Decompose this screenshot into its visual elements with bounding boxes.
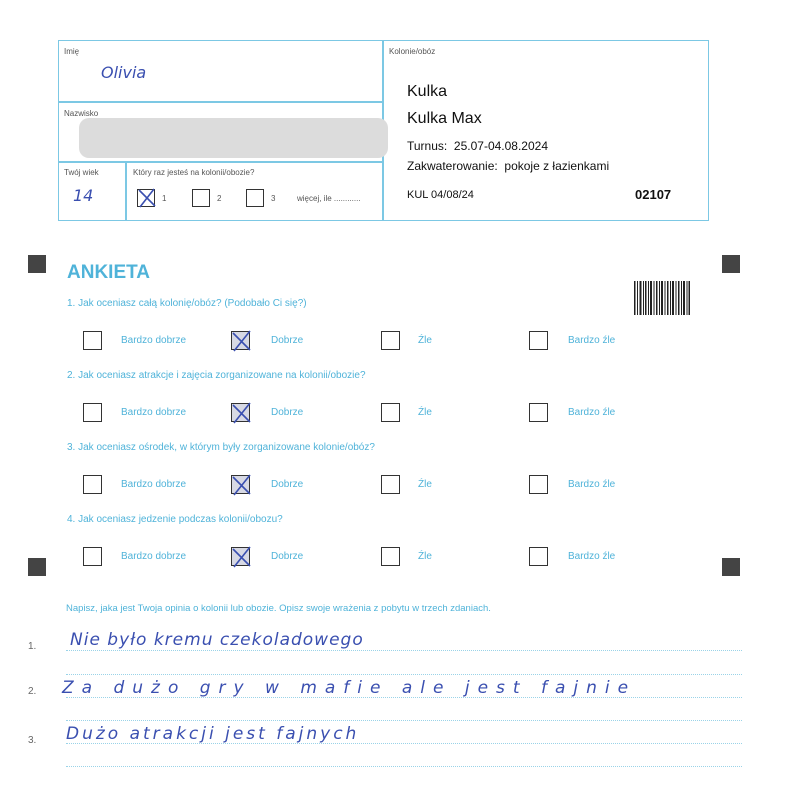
- opinion-line-3[interactable]: Dużo atrakcji jest fajnych: [66, 724, 360, 744]
- times-option-2: 2: [217, 194, 222, 203]
- corner-marker-top-left: [28, 255, 46, 273]
- redacted-last-name: [79, 118, 388, 158]
- question-3-checkbox-3[interactable]: [381, 475, 400, 494]
- writing-line: [66, 697, 742, 698]
- writing-line: [66, 766, 742, 767]
- question-1-option-4: Bardzo źle: [568, 335, 616, 346]
- question-4-checkbox-4[interactable]: [529, 547, 548, 566]
- writing-line: [66, 720, 742, 721]
- question-2-option-3: Źle: [418, 407, 432, 418]
- times-more-label: więcej, ile ............: [297, 194, 361, 203]
- writing-line: [66, 743, 742, 744]
- question-4-option-2: Dobrze: [271, 551, 304, 562]
- question-4-option-1: Bardzo dobrze: [121, 551, 187, 562]
- check-mark-icon: [135, 186, 159, 210]
- turnus-label: Turnus:: [407, 139, 448, 153]
- accommodation-value: pokoje z łazienkami: [504, 159, 610, 173]
- turnus-value: 25.07-04.08.2024: [453, 139, 549, 153]
- question-3-option-1: Bardzo dobrze: [121, 479, 187, 490]
- question-2-checkbox-2[interactable]: [231, 403, 250, 422]
- question-4-checkbox-3[interactable]: [381, 547, 400, 566]
- question-1-option-1: Bardzo dobrze: [121, 335, 187, 346]
- question-3-option-2: Dobrze: [271, 479, 304, 490]
- question-2-option-4: Bardzo źle: [568, 407, 616, 418]
- camp-name: Kulka: [407, 83, 448, 100]
- question-4-option-4: Bardzo źle: [568, 551, 616, 562]
- turnus-line: [407, 139, 548, 153]
- age-label: Twój wiek: [64, 168, 99, 177]
- times-checkbox-2[interactable]: [192, 189, 210, 207]
- camp-subname: Kulka Max: [407, 110, 482, 127]
- line-number-1: 1.: [28, 641, 37, 652]
- opinion-prompt: Napisz, jaka jest Twoja opinia o kolonii lub obozie. Opisz swoje wrażenia z pobytu w trzech zdaniach.: [66, 603, 491, 614]
- check-mark-icon: [229, 328, 255, 354]
- header-box: [58, 40, 709, 221]
- check-mark-icon: [229, 472, 255, 498]
- question-4-checkbox-2[interactable]: [231, 547, 250, 566]
- accommodation-label: Zakwaterowanie:: [407, 159, 498, 173]
- accommodation-line: [407, 159, 609, 173]
- times-option-3: 3: [271, 194, 276, 203]
- survey-title: ANKIETA: [67, 262, 151, 283]
- question-2-checkbox-3[interactable]: [381, 403, 400, 422]
- line-number-3: 3.: [28, 735, 37, 746]
- corner-marker-bottom-left: [28, 558, 46, 576]
- writing-line: [66, 650, 742, 651]
- corner-marker-bottom-right: [722, 558, 740, 576]
- question-1-checkbox-1[interactable]: [83, 331, 102, 350]
- times-option-1: 1: [162, 194, 167, 203]
- question-1-text: 1. Jak oceniasz całą kolonię/obóz? (Podobało Ci się?): [67, 298, 307, 309]
- last-name-label: Nazwisko: [64, 109, 99, 118]
- corner-marker-top-right: [722, 255, 740, 273]
- first-name-value[interactable]: Olivia: [101, 63, 147, 82]
- age-value[interactable]: 14: [73, 186, 94, 205]
- times-checkbox-3[interactable]: [246, 189, 264, 207]
- question-3-checkbox-4[interactable]: [529, 475, 548, 494]
- question-2-text: 2. Jak oceniasz atrakcje i zajęcia zorganizowane na kolonii/obozie?: [67, 370, 366, 381]
- camp-code: KUL 04/08/24: [407, 189, 474, 201]
- question-2-option-1: Bardzo dobrze: [121, 407, 187, 418]
- question-4-checkbox-1[interactable]: [83, 547, 102, 566]
- camp-label: Kolonie/obóz: [389, 47, 436, 56]
- question-1-checkbox-2[interactable]: [231, 331, 250, 350]
- line-number-2: 2.: [28, 686, 37, 697]
- times-label: Który raz jesteś na kolonii/obozie?: [133, 168, 255, 177]
- question-3-checkbox-2[interactable]: [231, 475, 250, 494]
- writing-line: [66, 674, 742, 675]
- form-number: 02107: [635, 187, 672, 202]
- question-4-option-3: Źle: [418, 551, 432, 562]
- question-3-option-3: Źle: [418, 479, 432, 490]
- question-1-option-3: Źle: [418, 335, 432, 346]
- opinion-line-1[interactable]: Nie było kremu czekoladowego: [70, 630, 364, 650]
- barcode-icon: [634, 281, 690, 315]
- question-1-checkbox-3[interactable]: [381, 331, 400, 350]
- question-3-option-4: Bardzo źle: [568, 479, 616, 490]
- question-1-option-2: Dobrze: [271, 335, 304, 346]
- check-mark-icon: [229, 544, 255, 570]
- times-checkbox-1[interactable]: [137, 189, 155, 207]
- question-2-option-2: Dobrze: [271, 407, 304, 418]
- barcode: [634, 281, 690, 315]
- question-1-checkbox-4[interactable]: [529, 331, 548, 350]
- question-3-text: 3. Jak oceniasz ośrodek, w którym były zorganizowane kolonie/obóz?: [67, 442, 375, 453]
- question-3-checkbox-1[interactable]: [83, 475, 102, 494]
- first-name-label: Imię: [64, 47, 80, 56]
- question-2-checkbox-1[interactable]: [83, 403, 102, 422]
- question-2-checkbox-4[interactable]: [529, 403, 548, 422]
- check-mark-icon: [229, 400, 255, 426]
- opinion-line-2[interactable]: Za dużo gry w mafie ale jest fajnie: [62, 678, 637, 698]
- question-4-text: 4. Jak oceniasz jedzenie podczas kolonii/obozu?: [67, 514, 283, 525]
